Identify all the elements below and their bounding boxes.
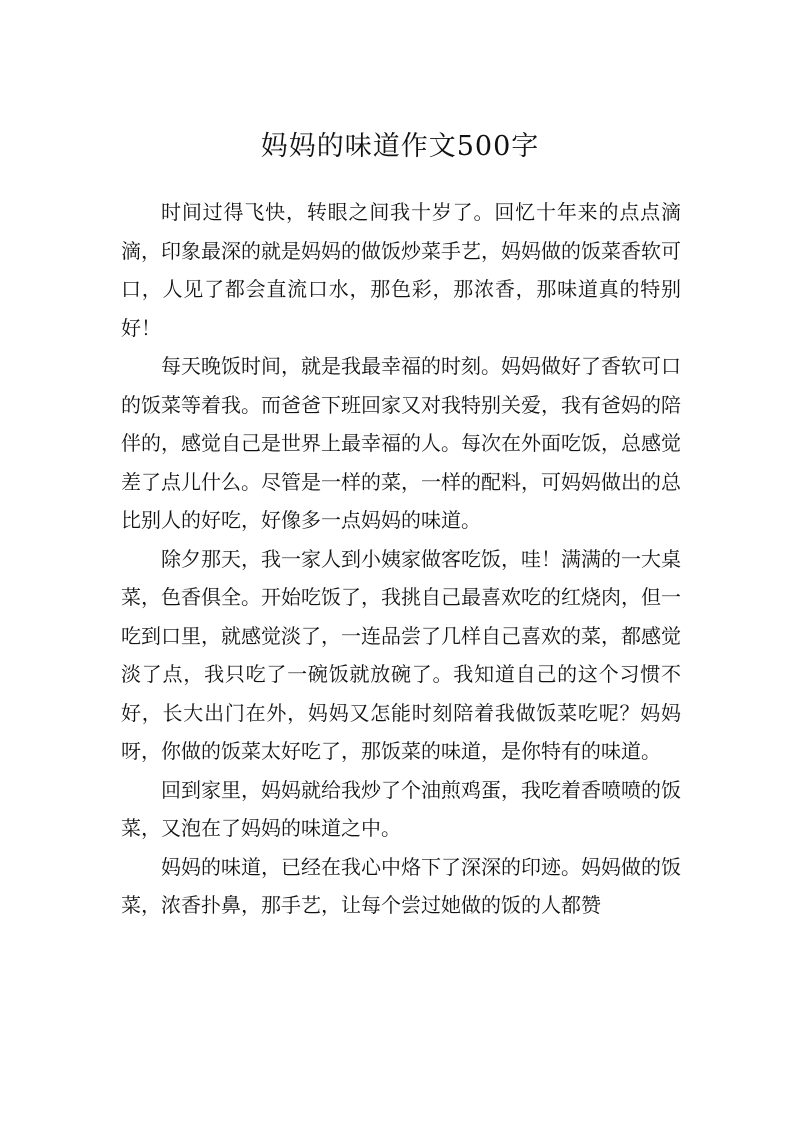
paragraph-1: 时间过得飞快，转眼之间我十岁了。回忆十年来的点点滴滴，印象最深的就是妈妈的做饭炒菜手艺，妈妈做的饭菜香软可口，人见了都会直流口水，那色彩，那浓香，那味道真的特别好！ bbox=[121, 200, 681, 340]
paragraph-5: 妈妈的味道，已经在我心中烙下了深深的印迹。妈妈做的饭菜，浓香扑鼻，那手艺，让每个尝过她做的饭的人都赞 bbox=[121, 854, 681, 917]
paragraph-2: 每天晚饭时间，就是我最幸福的时刻。妈妈做好了香软可口的饭菜等着我。而爸爸下班回家又对我特别关爱，我有爸妈的陪伴的，感觉自己是世界上最幸福的人。每次在外面吃饭，总感觉差了点儿什么。尽管是一样的菜，一样的配料，可妈妈做出的总比别人的好吃，好像多一点妈妈的味道。 bbox=[121, 354, 681, 532]
paragraph-3: 除夕那天，我一家人到小姨家做客吃饭，哇！满满的一大桌菜，色香俱全。开始吃饭了，我挑自己最喜欢吃的红烧肉，但一吃到口里，就感觉淡了，一连品尝了几样自己喜欢的菜，都感觉淡了点，我只吃了一碗饭就放碗了。我知道自己的这个习惯不好，长大出门在外，妈妈又怎能时刻陪着我做饭菜吃呢？妈妈呀，你做的饭菜太好吃了，那饭菜的味道，是你特有的味道。 bbox=[121, 546, 681, 763]
essay-body bbox=[121, 193, 681, 925]
paragraph-4: 回到家里，妈妈就给我炒了个油煎鸡蛋，我吃着香喷喷的饭菜，又泡在了妈妈的味道之中。 bbox=[121, 777, 681, 840]
document-title: 妈妈的味道作文500字 bbox=[260, 131, 540, 162]
